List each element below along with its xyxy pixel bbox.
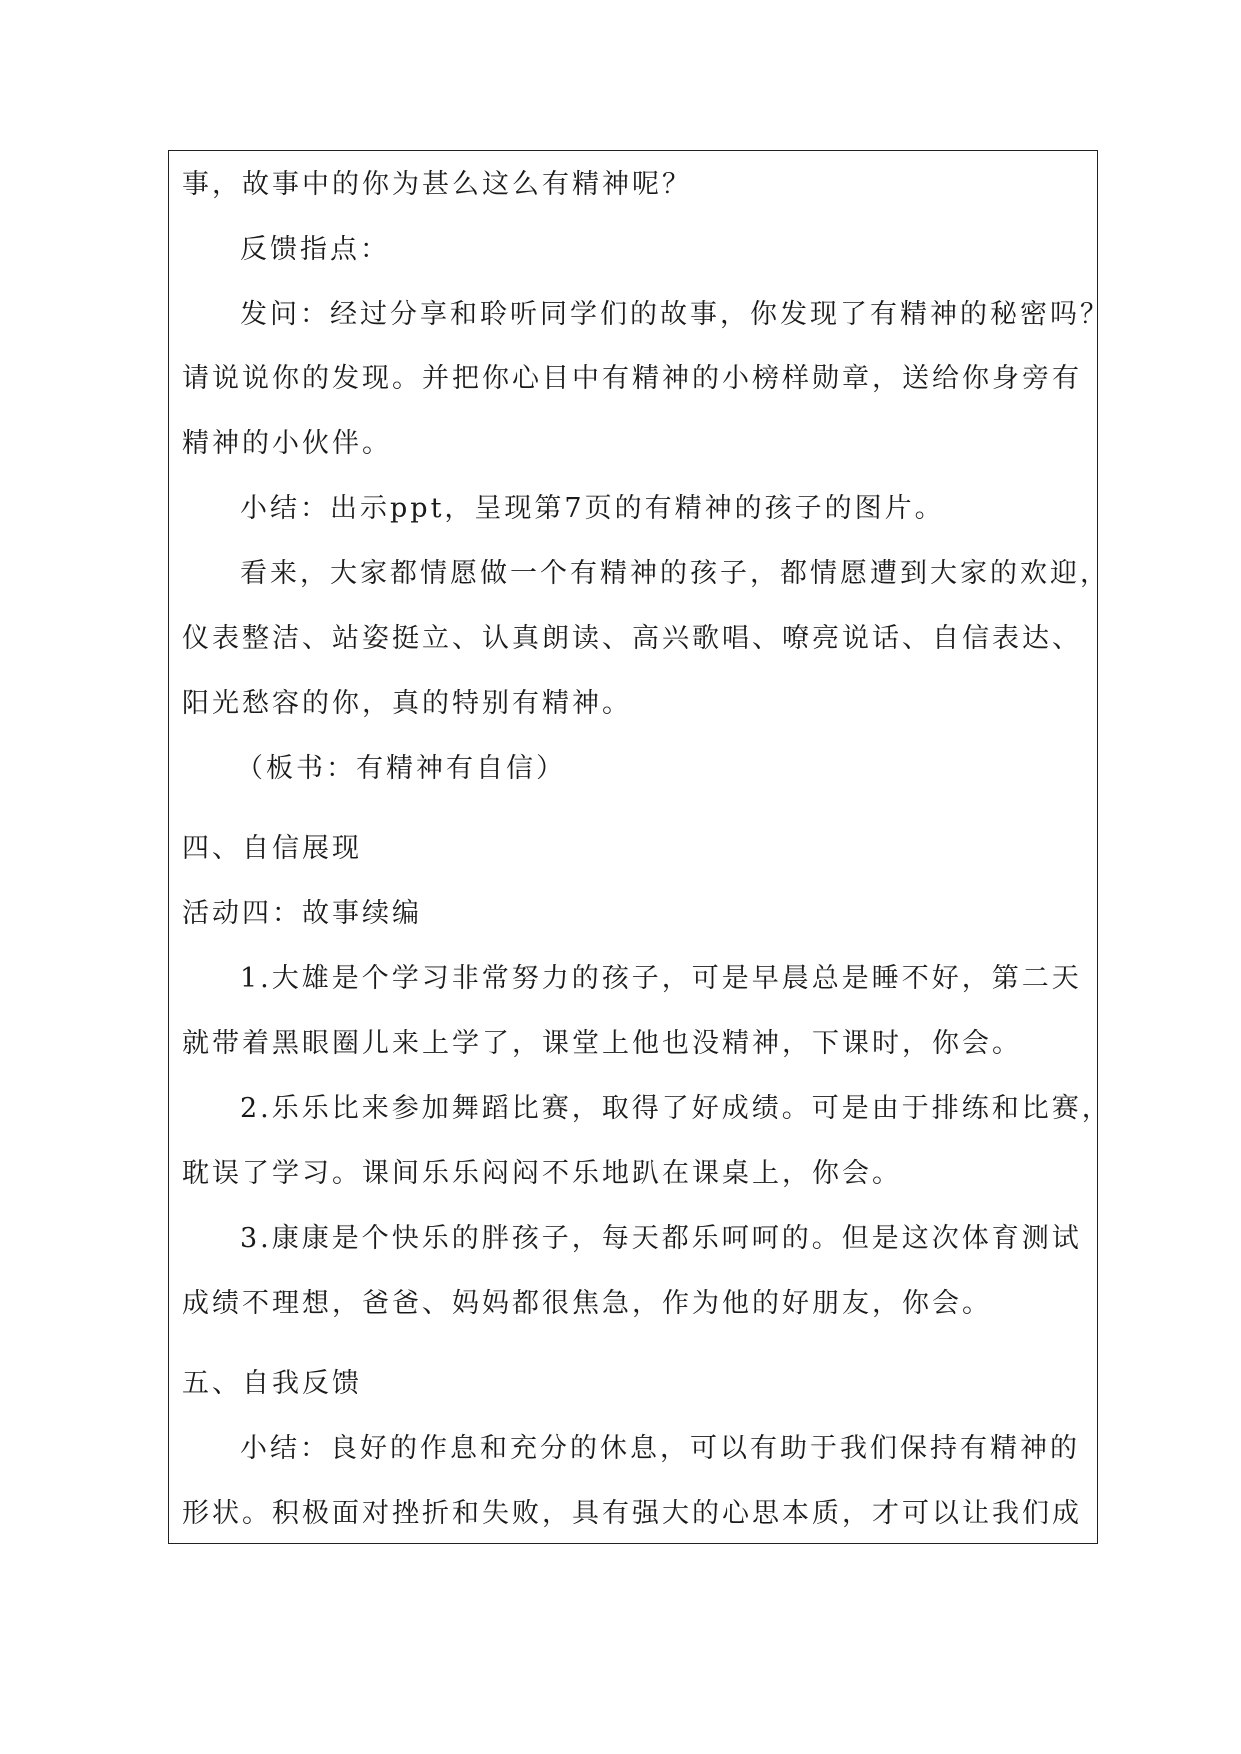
text-line: 1.大雄是个学习非常努力的孩子，可是早晨总是睡不好，第二天 [240, 963, 1082, 994]
text-line: 成绩不理想，爸爸、妈妈都很焦急，作为他的好朋友，你会。 [182, 1288, 992, 1319]
text-line: 精神的小伙伴。 [182, 428, 392, 459]
text-line: 反馈指点： [240, 234, 390, 265]
text-line: 3.康康是个快乐的胖孩子，每天都乐呵呵的。但是这次体育测试 [240, 1223, 1082, 1254]
text-line: 看来，大家都情愿做一个有精神的孩子，都情愿遭到大家的欢迎， [240, 558, 1110, 589]
text-line: 仪表整洁、站姿挺立、认真朗读、高兴歌唱、嘹亮说话、自信表达、 [182, 623, 1082, 654]
text-line: 2.乐乐比来参加舞蹈比赛，取得了好成绩。可是由于排练和比赛， [240, 1093, 1112, 1124]
text-line: 就带着黑眼圈儿来上学了，课堂上他也没精神，下课时，你会。 [182, 1028, 1022, 1059]
text-line: 小结：良好的作息和充分的休息，可以有助于我们保持有精神的 [240, 1433, 1080, 1464]
text-line: 请说说你的发现。并把你心目中有精神的小榜样勋章，送给你身旁有 [182, 363, 1082, 394]
section-heading: 五、自我反馈 [182, 1368, 362, 1399]
text-line: 形状。积极面对挫折和失败，具有强大的心思本质，才可以让我们成 [182, 1498, 1082, 1529]
text-line: 发问：经过分享和聆听同学们的故事，你发现了有精神的秘密吗？ [240, 299, 1110, 330]
activity-heading: 活动四：故事续编 [182, 898, 422, 929]
section-heading: 四、自信展现 [182, 833, 362, 864]
text-line: 耽误了学习。课间乐乐闷闷不乐地趴在课桌上，你会。 [182, 1158, 902, 1189]
text-line: 事，故事中的你为甚么这么有精神呢？ [182, 169, 692, 200]
text-line: 阳光愁容的你，真的特别有精神。 [182, 688, 632, 719]
text-line: （板书：有精神有自信） [236, 753, 566, 784]
text-line: 小结：出示ppt，呈现第7页的有精神的孩子的图片。 [240, 493, 945, 524]
